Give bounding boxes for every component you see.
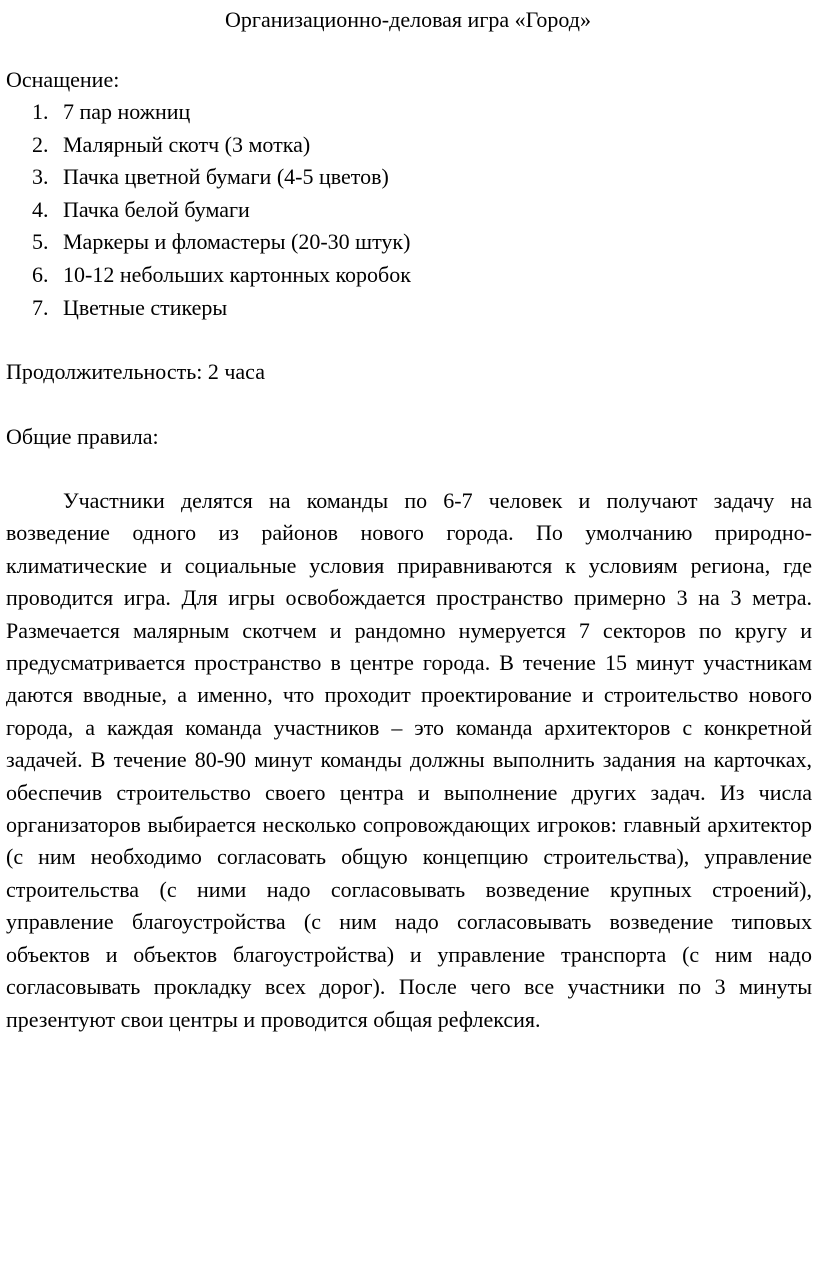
rules-heading: Общие правила: <box>6 424 159 449</box>
list-item-text: Пачка белой бумаги <box>63 196 250 222</box>
equipment-heading: Оснащение: <box>6 67 120 92</box>
list-item-number: 7. <box>32 294 49 320</box>
list-item-text: Цветные стикеры <box>63 294 228 320</box>
list-item-text: Пачка цветной бумаги (4-5 цветов) <box>63 164 389 190</box>
list-item-number: 2. <box>32 131 49 157</box>
list-item-number: 3. <box>32 164 49 190</box>
list-item-text: 7 пар ножниц <box>63 99 191 124</box>
list-item-text: Малярный скотч (3 мотка) <box>63 131 311 157</box>
document-title: Организационно-деловая игра «Город» <box>225 7 591 32</box>
list-item-number: 4. <box>32 196 49 222</box>
list-item-number: 6. <box>32 261 49 287</box>
list-item-number: 5. <box>32 229 49 255</box>
rules-paragraph: Участники делятся на команды по 6-7 человек и получают задачу на возведение одного из районов нового города. По умолчанию природно-климатические и социальные условия приравниваются к условиям региона, где проводится игра. Для игры освобождается пространство примерно 3 на 3 метра. Размечается малярным скотчем и рандомно нумеруется 7 секторов по кругу и предусматривается пространство в центре города. В течение 15 минут участникам даются вводные, а именно, что проходит проектирование и строительство нового города, а каждая команда участников – это команда архитекторов с конкретной задачей. В течение 80-90 минут команды должны выполнить задания на карточках, обеспечив строительство своего центра и выполнение других задач. Из числа организаторов выбирается несколько сопровождающих игроков: главный архитектор (с ним необходимо согласовать общую концепцию строительства), управление строительства (с ними надо согласовывать возведение крупных строений), управление благоустройства (с ним надо согласовывать возведение типовых объектов и объектов благоустройства) и управление транспорта (с ним надо согласовывать прокладку всех дорог). После чего все участники по 3 минуты презентуют свои центры и проводится общая рефлексия. <box>6 488 812 1032</box>
list-item-text: 10-12 небольших картонных коробок <box>63 261 411 287</box>
list-item-number: 1. <box>32 99 49 124</box>
list-item-text: Маркеры и фломастеры (20-30 штук) <box>63 229 411 255</box>
duration-text: Продолжительность: 2 часа <box>6 359 265 384</box>
